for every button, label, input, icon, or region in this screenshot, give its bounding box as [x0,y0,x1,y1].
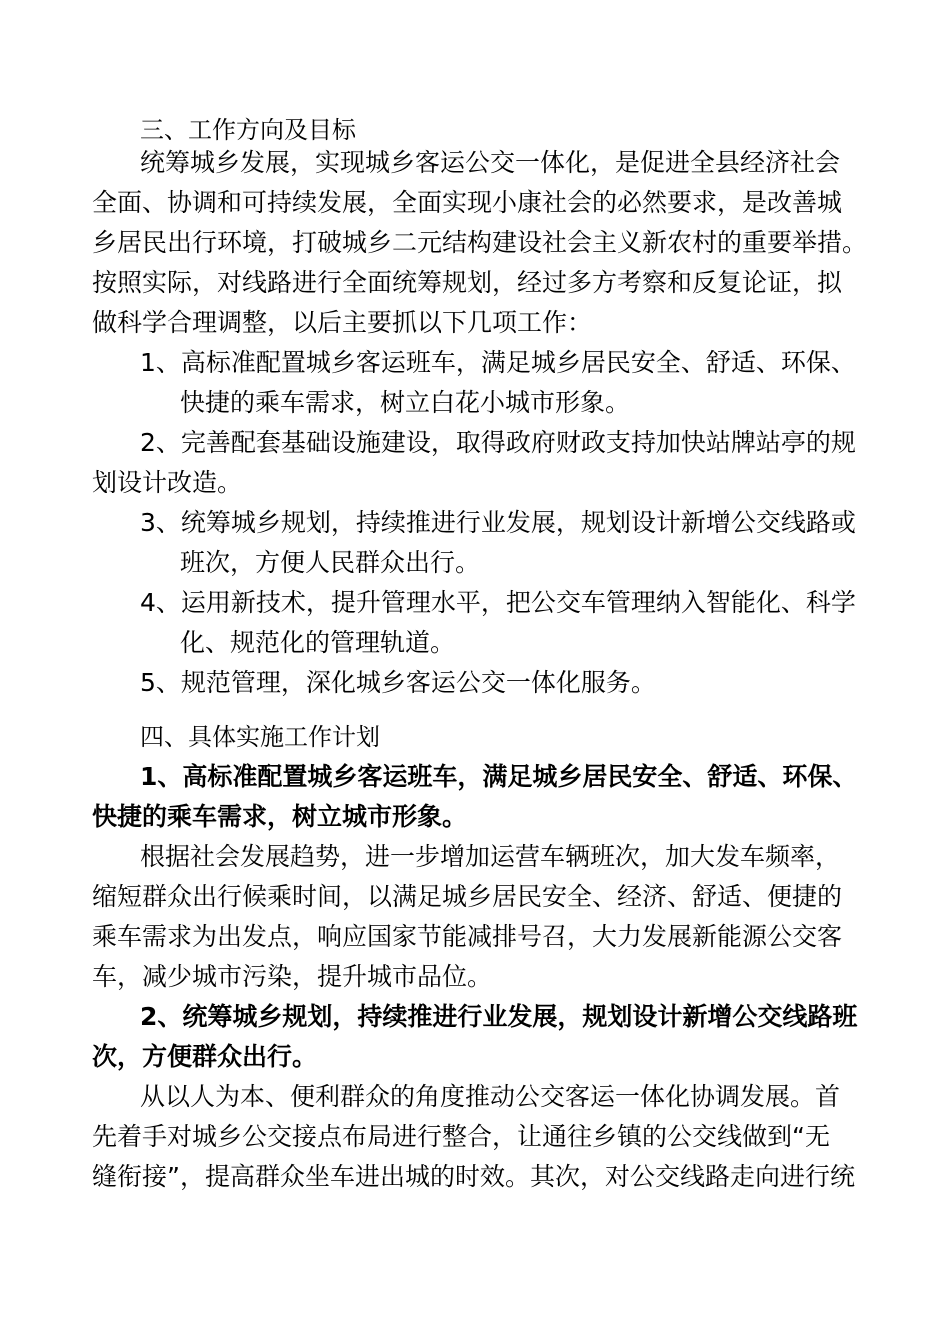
paragraph-line: 乘车需求为出发点，响应国家节能减排号召，大力发展新能源公交客 [92,922,843,951]
list-item-1-cont: 快捷的乘车需求，树立白花小城市形象。 [180,388,631,417]
list-item-3-cont: 班次，方便人民群众出行。 [180,548,481,577]
subheading-2-cont: 次，方便群众出行。 [92,1042,318,1071]
paragraph-line: 统筹城乡发展，实现城乡客运公交一体化，是促进全县经济社会 [140,148,841,177]
paragraph-line: 全面、协调和可持续发展，全面实现小康社会的必然要求，是改善城 [92,188,843,217]
paragraph-line: 车，减少城市污染，提升城市品位。 [92,962,493,991]
paragraph-line: 乡居民出行环境，打破城乡二元结构建设社会主义新农村的重要举措。 [92,228,868,257]
list-item-4: 4、运用新技术，提升管理水平，把公交车管理纳入智能化、科学 [140,588,856,617]
subheading-2: 2、统筹城乡规划，持续推进行业发展，规划设计新增公交线路班 [140,1002,858,1031]
paragraph-line: 根据社会发展趋势，进一步增加运营车辆班次，加大发车频率， [140,842,841,871]
subheading-1-cont: 快捷的乘车需求，树立城市形象。 [92,802,468,831]
paragraph-line: 先着手对城乡公交接点布局进行整合，让通往乡镇的公交线做到“无 [92,1122,830,1151]
list-item-2-cont: 划设计改造。 [92,468,243,497]
paragraph-line: 缩短群众出行候乘时间，以满足城乡居民安全、经济、舒适、便捷的 [92,882,843,911]
paragraph-line: 从以人为本、便利群众的角度推动公交客运一体化协调发展。首 [140,1082,841,1111]
paragraph-line: 缝衔接”，提高群众坐车进出城的时效。其次，对公交线路走向进行统 [92,1162,855,1191]
section-heading-4: 四、具体实施工作计划 [140,723,380,751]
list-item-4-cont: 化、规范化的管理轨道。 [180,628,456,657]
paragraph-line: 做科学合理调整，以后主要抓以下几项工作： [92,308,593,337]
subheading-1: 1、高标准配置城乡客运班车，满足城乡居民安全、舒适、环保、 [140,762,858,791]
section-heading-3: 三、工作方向及目标 [140,116,356,144]
list-item-2: 2、完善配套基础设施建设，取得政府财政支持加快站牌站亭的规 [140,428,856,457]
list-item-1: 1、高标准配置城乡客运班车，满足城乡居民安全、舒适、环保、 [140,348,856,377]
list-item-5: 5、规范管理，深化城乡客运公交一体化服务。 [140,668,656,697]
list-item-3: 3、统筹城乡规划，持续推进行业发展，规划设计新增公交线路或 [140,508,856,537]
paragraph-line: 按照实际，对线路进行全面统筹规划，经过多方考察和反复论证，拟 [92,268,843,297]
